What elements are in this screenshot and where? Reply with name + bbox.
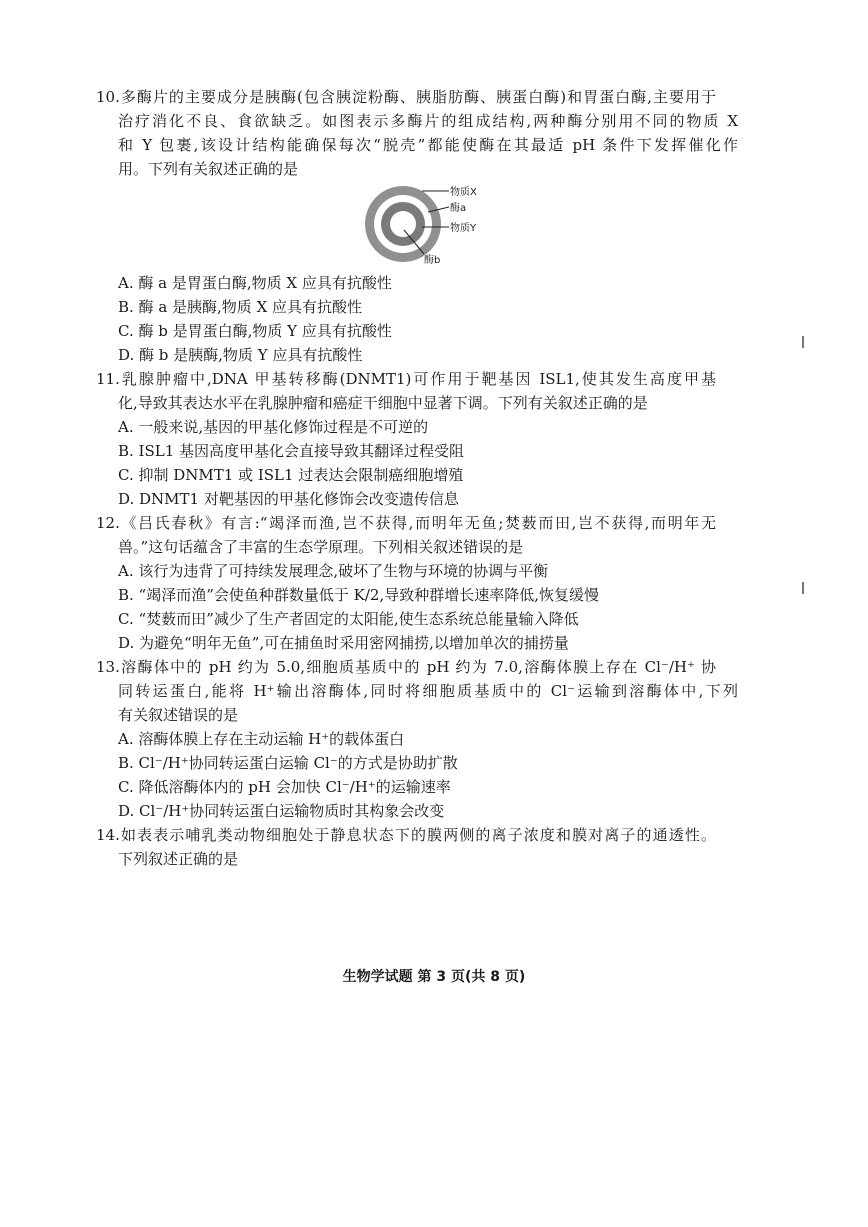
multienzyme-tablet-diagram xyxy=(360,183,490,265)
q11-stem-line-2: 化,导致其表达水平在乳腺肿瘤和癌症干细胞中显著下调。下列有关叙述正确的是 xyxy=(118,394,648,412)
q13-option-a: A. 溶酶体膜上存在主动运输 H⁺的载体蛋白 xyxy=(118,730,405,748)
q11-option-b: B. ISL1 基因高度甲基化会直接导致其翻译过程受阻 xyxy=(118,442,465,460)
q10-option-a: A. 酶 a 是胃蛋白酶,物质 X 应具有抗酸性 xyxy=(118,274,392,292)
scan-edge-mark xyxy=(802,336,804,348)
label-enzyme-b: 酶b xyxy=(424,255,441,265)
q13-number: 13. xyxy=(96,658,120,676)
label-substance-x: 物质X xyxy=(450,187,477,198)
q11-option-d: D. DNMT1 对靶基因的甲基化修饰会改变遗传信息 xyxy=(118,490,459,508)
q13-stem-line-3: 有关叙述错误的是 xyxy=(118,706,239,724)
scan-edge-mark xyxy=(802,582,804,594)
q12-option-d: D. 为避免“明年无鱼”,可在捕鱼时采用密网捕捞,以增加单次的捕捞量 xyxy=(118,634,569,652)
q12-option-b: B. “竭泽而渔”会使鱼种群数量低于 K/2,导致种群增长速率降低,恢复缓慢 xyxy=(118,586,600,604)
q10-stem-line-2: 治疗消化不良、食欲缺乏。如图表示多酶片的组成结构,两种酶分别用不同的物质 X xyxy=(118,112,738,130)
q11-option-c: C. 抑制 DNMT1 或 ISL1 过表达会限制癌细胞增殖 xyxy=(118,466,464,484)
q12-stem-line-2: 兽。”这句话蕴含了丰富的生态学原理。下列相关叙述错误的是 xyxy=(118,538,524,556)
q11-option-a: A. 一般来说,基因的甲基化修饰过程是不可逆的 xyxy=(118,418,429,436)
q14-stem-line-1: 14.如表表示哺乳类动物细胞处于静息状态下的膜两侧的离子浓度和膜对离子的通透性。 xyxy=(96,826,716,844)
q10-option-b: B. 酶 a 是胰酶,物质 X 应具有抗酸性 xyxy=(118,298,363,316)
q11-stem-line-1: 11.乳腺肿瘤中,DNA 甲基转移酶(DNMT1)可作用于靶基因 ISL1,使其发生高度甲基 xyxy=(96,370,716,388)
q13-option-c: C. 降低溶酶体内的 pH 会加快 Cl⁻/H⁺的运输速率 xyxy=(118,778,451,796)
enzyme-b-core xyxy=(390,211,416,237)
q14-number: 14. xyxy=(96,826,120,844)
page-footer: 生物学试题 第 3 页(共 8 页) xyxy=(342,969,526,985)
q10-option-d: D. 酶 b 是胰酶,物质 Y 应具有抗酸性 xyxy=(118,346,363,364)
label-enzyme-a: 酶a xyxy=(450,203,467,214)
label-substance-y: 物质Y xyxy=(450,223,477,234)
q13-option-d: D. Cl⁻/H⁺协同转运蛋白运输物质时其构象会改变 xyxy=(118,802,445,820)
q13-option-b: B. Cl⁻/H⁺协同转运蛋白运输 Cl⁻的方式是协助扩散 xyxy=(118,754,458,772)
q13-stem-line-1: 13.溶酶体中的 pH 约为 5.0,细胞质基质中的 pH 约为 7.0,溶酶体膜上存在 Cl⁻/H⁺ 协 xyxy=(96,658,716,676)
q10-stem-line-3: 和 Y 包裹,该设计结构能确保每次“脱壳”都能使酶在其最适 pH 条件下发挥催化作 xyxy=(118,136,738,154)
q14-stem-line-2: 下列叙述正确的是 xyxy=(118,850,239,868)
q10-stem-line-4: 用。下列有关叙述正确的是 xyxy=(118,160,299,178)
q11-number: 11. xyxy=(96,370,120,388)
q12-option-c: C. “焚薮而田”减少了生产者固定的太阳能,使生态系统总能量输入降低 xyxy=(118,610,579,628)
q12-number: 12. xyxy=(96,514,120,532)
q10-stem-line-1: 10.多酶片的主要成分是胰酶(包含胰淀粉酶、胰脂肪酶、胰蛋白酶)和胃蛋白酶,主要用于 xyxy=(96,88,716,106)
q12-option-a: A. 该行为违背了可持续发展理念,破坏了生物与环境的协调与平衡 xyxy=(118,562,549,580)
q12-stem-line-1: 12.《吕氏春秋》有言:“竭泽而渔,岂不获得,而明年无鱼;焚薮而田,岂不获得,而明年无 xyxy=(96,514,716,532)
q13-stem-line-2: 同转运蛋白,能将 H⁺输出溶酶体,同时将细胞质基质中的 Cl⁻运输到溶酶体中,下列 xyxy=(118,682,738,700)
q10-number: 10. xyxy=(96,88,120,106)
q10-option-c: C. 酶 b 是胃蛋白酶,物质 Y 应具有抗酸性 xyxy=(118,322,392,340)
